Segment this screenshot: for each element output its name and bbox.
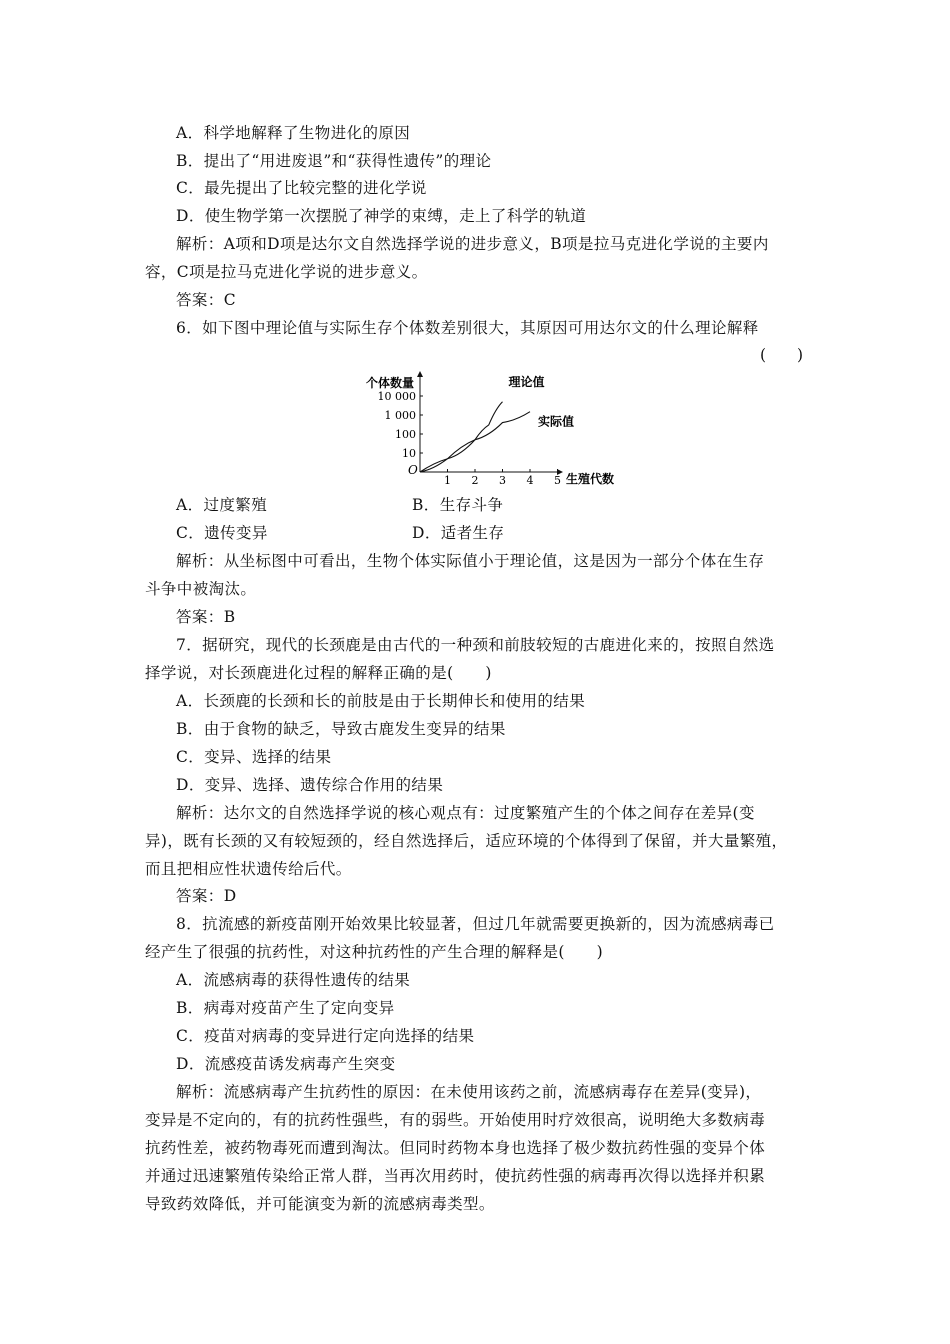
origin-label: O <box>408 463 418 477</box>
q8-analysis-line1: 解析：流感病毒产生抗药性的原因：在未使用该药之前，流感病毒存在差异(变异)， <box>176 1083 762 1101</box>
q8-analysis-line5: 导致药效降低，并可能演变为新的流感病毒类型。 <box>145 1195 495 1213</box>
q7-option-a: A．长颈鹿的长颈和长的前肢是由于长期伸长和使用的结果 <box>176 692 586 710</box>
q6-answer: 答案：B <box>176 608 236 626</box>
q7-analysis-line2: 异)，既有长颈的又有较短颈的，经自然选择后，适应环境的个体得到了保留，并大量繁殖， <box>145 832 788 850</box>
q5-option-b: B．提出了“用进废退”和“获得性遗传”的理论 <box>176 152 492 170</box>
y-tick-label: 10 000 <box>377 390 416 403</box>
q5-option-c: C．最先提出了比较完整的进化学说 <box>176 179 427 197</box>
q7-stem-line1: 7．据研究，现代的长颈鹿是由古代的一种颈和前肢较短的古鹿进化来的，按照自然选 <box>176 636 775 654</box>
q8-stem-line1: 8．抗流感的新疫苗刚开始效果比较显著，但过几年就需要更换新的，因为流感病毒已 <box>176 915 775 933</box>
q7-answer: 答案：D <box>176 887 237 905</box>
q5-option-d: D．使生物学第一次摆脱了神学的束缚，走上了科学的轨道 <box>176 207 587 225</box>
series-label-actual: 实际值 <box>538 414 575 429</box>
q7-option-c: C．变异、选择的结果 <box>176 748 332 766</box>
q8-analysis-line2: 变异是不定向的，有的抗药性强些，有的弱些。开始使用时疗效很高，说明绝大多数病毒 <box>145 1111 766 1129</box>
q6-option-d: D．适者生存 <box>412 524 505 542</box>
q5-analysis-line2: 容，C项是拉马克进化学说的进步意义。 <box>145 263 428 281</box>
q6-analysis-line1: 解析：从坐标图中可看出，生物个体实际值小于理论值，这是因为一部分个体在生存 <box>176 552 765 570</box>
q7-stem-line2: 择学说，对长颈鹿进化过程的解释正确的是( ) <box>145 664 492 682</box>
series-theoretical-line <box>420 402 503 472</box>
population-chart <box>360 368 630 490</box>
q5-analysis-line1: 解析：A项和D项是达尔文自然选择学说的进步意义，B项是拉马克进化学说的主要内 <box>176 235 769 253</box>
q6-option-a: A．过度繁殖 <box>176 496 268 514</box>
q7-analysis-line3: 而且把相应性状遗传给后代。 <box>145 860 352 878</box>
q8-option-a: A．流感病毒的获得性遗传的结果 <box>176 971 411 989</box>
q5-answer: 答案：C <box>176 291 236 309</box>
y-tick-label: 10 <box>402 447 416 460</box>
q6-option-b: B．生存斗争 <box>412 496 504 514</box>
q6-analysis-line2: 斗争中被淘汰。 <box>145 580 257 598</box>
series-lines <box>420 374 574 472</box>
x-tick-label: 5 <box>554 474 561 487</box>
q6-option-c: C．遗传变异 <box>176 524 268 542</box>
y-axis-label: 个体数量 <box>366 376 415 390</box>
x-tick-label: 4 <box>526 474 534 487</box>
x-tick-label: 3 <box>499 474 506 487</box>
q8-option-c: C．疫苗对病毒的变异进行定向选择的结果 <box>176 1027 475 1045</box>
series-label-theoretical: 理论值 <box>508 375 545 389</box>
x-axis-label: 生殖代数 <box>566 472 615 486</box>
q7-analysis-line1: 解析：达尔文的自然选择学说的核心观点有：过度繁殖产生的个体之间存在差异(变 <box>176 804 755 822</box>
q8-stem-line2: 经产生了很强的抗药性，对这种抗药性的产生合理的解释是( ) <box>145 943 604 961</box>
q6-answer-blank: ( ) <box>760 346 804 364</box>
q8-option-b: B．病毒对疫苗产生了定向变异 <box>176 999 395 1017</box>
x-tick-label: 1 <box>444 474 451 487</box>
q5-option-a: A．科学地解释了生物进化的原因 <box>176 124 411 142</box>
y-ticks <box>378 390 424 460</box>
q7-option-d: D．变异、选择、遗传综合作用的结果 <box>176 776 444 794</box>
q8-analysis-line4: 并通过迅速繁殖传染给正常人群，当再次用药时，使抗药性强的病毒再次得以选择并积累 <box>145 1167 766 1185</box>
y-tick-label: 1 000 <box>384 409 416 422</box>
q7-option-b: B．由于食物的缺乏，导致古鹿发生变异的结果 <box>176 720 506 738</box>
q6-stem: 6．如下图中理论值与实际生存个体数差别很大，其原因可用达尔文的什么理论解释 <box>176 319 759 337</box>
q8-option-d: D．流感疫苗诱发病毒产生突变 <box>176 1055 396 1073</box>
x-tick-label: 2 <box>471 474 479 487</box>
y-tick-label: 100 <box>395 428 416 441</box>
q8-analysis-line3: 抗药性差，被药物毒死而遭到淘汰。但同时药物本身也选择了极少数抗药性强的变异个体 <box>145 1139 766 1157</box>
